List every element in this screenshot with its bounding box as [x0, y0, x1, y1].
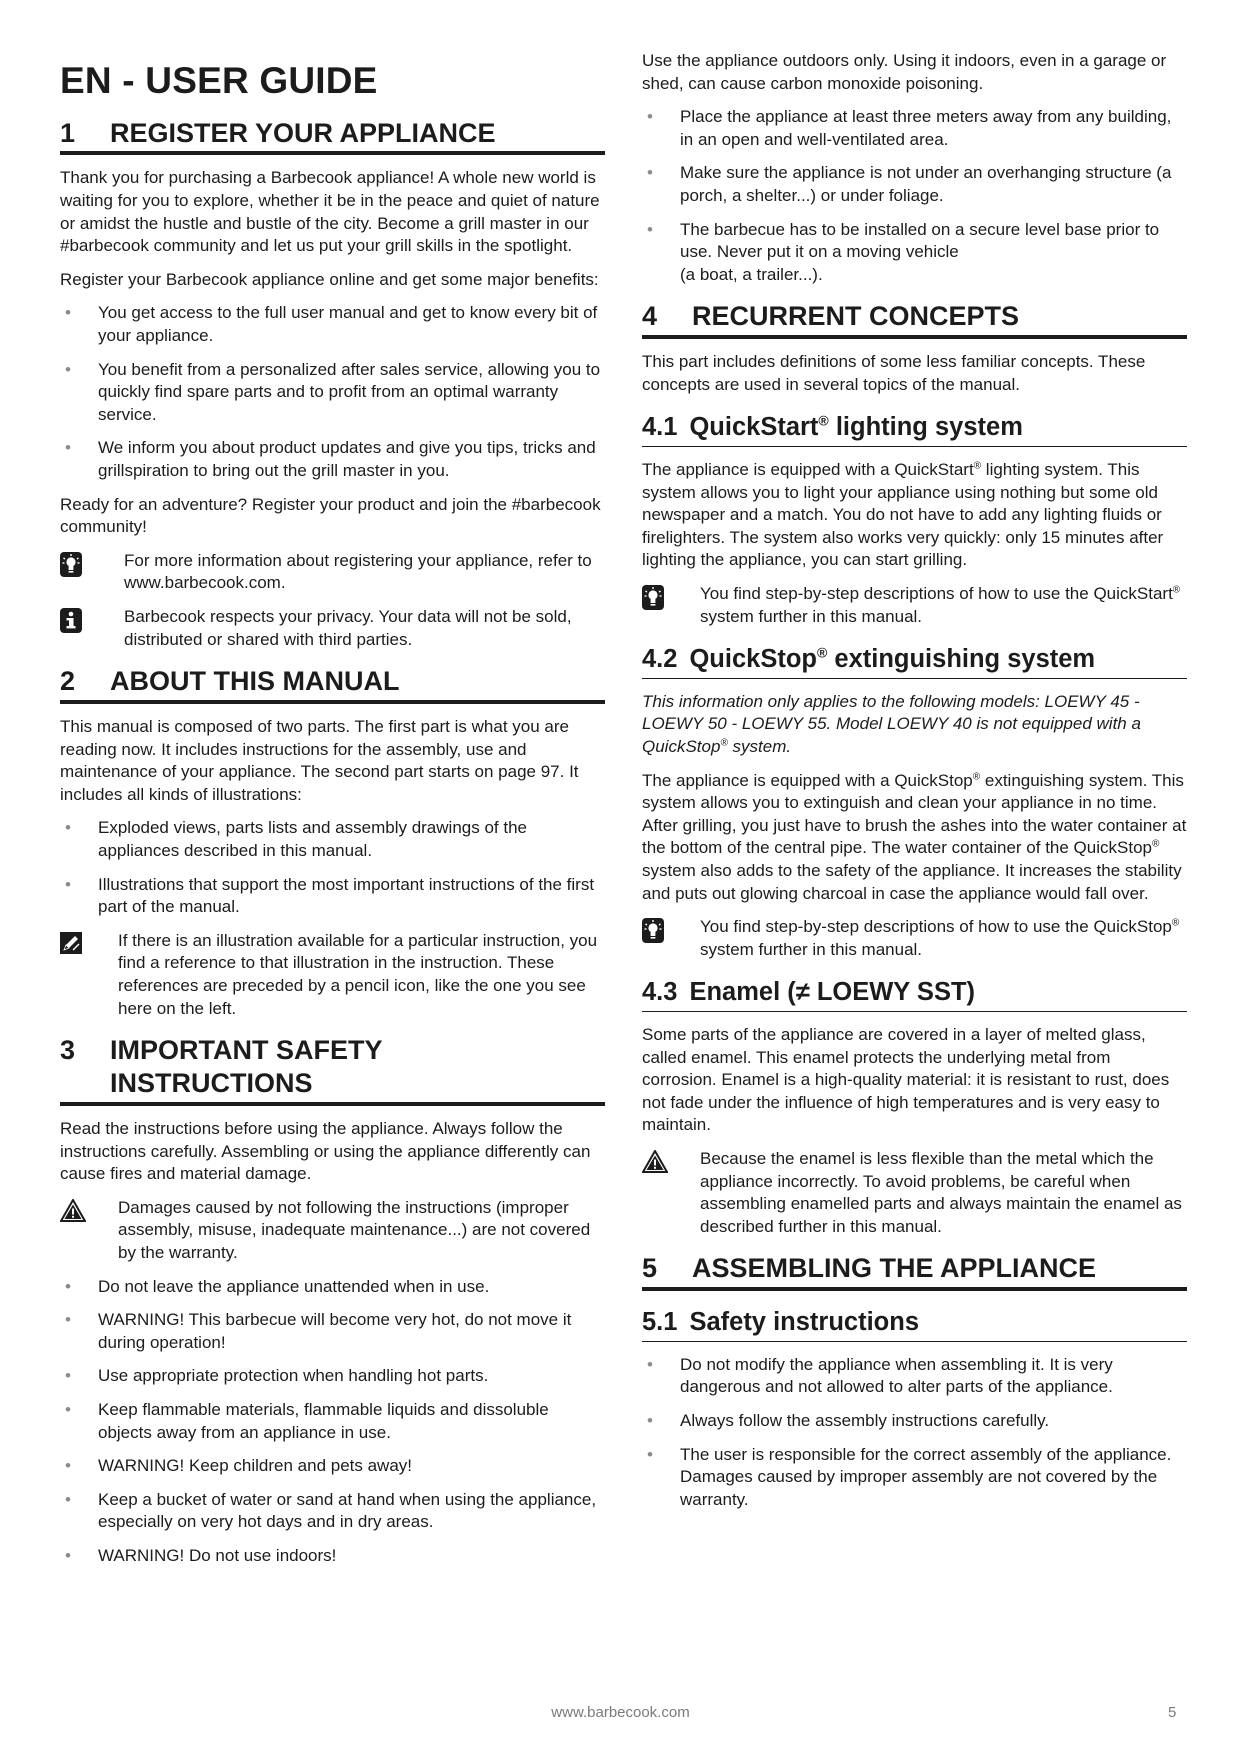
footer-website: www.barbecook.com: [551, 1704, 690, 1721]
warning-note: [60, 1197, 605, 1265]
page-number: 5: [1168, 1704, 1177, 1721]
paragraph: Ready for an adventure? Register your product and join the #barbecook community!: [60, 494, 601, 537]
section-3-heading: [60, 1034, 605, 1106]
subsection-4-2-heading: [642, 644, 1187, 679]
list-item: • The user is responsible for the correct assembly of the appliance. Damages caused by improper assembly are not covered by the warranty.: [647, 1444, 1172, 1509]
section-title: ABOUT THIS MANUAL: [110, 666, 400, 697]
paragraph: Use the appliance outdoors only. Using it indoors, even in a garage or shed, can cause carbon monoxide poisoning.: [642, 51, 1167, 93]
list-item: • You benefit from a personalized after sales service, allowing you to quickly find spare parts and to profit from an optimal warranty service.: [65, 359, 601, 424]
subsection-title: Enamel (≠ LOEWY SST): [689, 978, 976, 1007]
list-item: • The barbecue has to be installed on a secure level base prior to use. Never put it on a moving vehicle (a boat, a trailer...).: [647, 219, 1160, 284]
info-note: [60, 606, 605, 651]
section-number: 1: [60, 117, 76, 148]
list-item: • Make sure the appliance is not under an overhanging structure (a porch, a shelter...) or under foliage.: [647, 163, 1172, 205]
bullet-icon: •: [647, 163, 653, 183]
list-item: • We inform you about product updates and give you tips, tricks and grillspiration to bring out the grill master in you.: [65, 438, 596, 481]
subsection-number: 5.1: [642, 1308, 678, 1337]
section-number: 2: [60, 666, 76, 697]
section-5-heading: [642, 1252, 1187, 1291]
warning-icon: [60, 1197, 118, 1265]
list-item: • Do not modify the appliance when assembling it. It is very dangerous and not allowed to alter parts of the appliance.: [647, 1354, 1113, 1397]
bullet-icon: •: [65, 1489, 71, 1509]
paragraph: Some parts of the appliance are covered in a layer of melted glass, called enamel. This enamel protects the underlying metal from corrosion. Enamel is a high-quality material: it is resistant to rust, does not fade under the influence of high temperatures and is very easy to maintain.: [642, 1024, 1170, 1135]
list-item: • Keep flammable materials, flammable liquids and dissoluble objects away from an appliance in use.: [65, 1400, 549, 1442]
lightbulb-icon: [642, 583, 700, 628]
section-number: 3: [60, 1035, 76, 1066]
bullet-icon: •: [65, 1456, 71, 1476]
paragraph: The appliance is equipped with a QuickStop® extinguishing system. This system allows you to extinguish and clean your appliance in no time. After grilling, you just have to brush the ashes into the water container at the bottom of the central pipe. The water container of the QuickStop® system also adds to the safety of the appliance. It increases the stability and puts out glowing charcoal in case the appliance would fall over.: [642, 770, 1187, 903]
bullet-icon: •: [647, 1411, 653, 1430]
document-title: EN - USER GUIDE: [60, 60, 378, 101]
bullet-icon: •: [65, 359, 71, 379]
bullet-icon: •: [65, 1366, 71, 1386]
bullet-icon: •: [647, 107, 653, 127]
pencil-icon: [60, 930, 118, 1020]
list-item: • Use appropriate protection when handling hot parts.: [60, 1365, 605, 1388]
section-title: IMPORTANT SAFETY: [110, 1035, 383, 1066]
list-item: • Always follow the assembly instructions carefully.: [642, 1410, 1187, 1433]
list-item: • You get access to the full user manual and get to know every bit of your appliance.: [65, 303, 598, 346]
bullet-icon: •: [65, 303, 71, 323]
section-number: 4: [642, 301, 658, 332]
list-item: • Exploded views, parts lists and assembly drawings of the appliances described in this manual.: [65, 818, 527, 861]
subsection-title: QuickStart® lighting system: [689, 412, 1023, 442]
paragraph: Read the instructions before using the appliance. Always follow the instructions carefully. Assembling or using the appliance differently can cause fires and material damage.: [60, 1119, 591, 1184]
warning-note: [642, 1148, 1187, 1238]
benefits-list: [60, 302, 605, 482]
subsection-number: 4.3: [642, 978, 678, 1007]
note-text: Barbecook respects your privacy. Your data will not be sold, distributed or shared with third parties.: [124, 606, 572, 649]
bullet-icon: •: [647, 1444, 653, 1464]
illustrations-list: [60, 817, 605, 918]
subsection-number: 4.2: [642, 645, 678, 674]
safety-list: [60, 1276, 605, 1568]
bullet-icon: •: [65, 438, 71, 458]
note-text: You find step-by-step descriptions of how to use the QuickStop® system further in this manual.: [700, 917, 1180, 959]
paragraph: Thank you for purchasing a Barbecook appliance! A whole new world is waiting for you to explore, whether it be in the peace and quiet of nature or amidst the hustle and bustle of the city. Become a grill master in our #barbecook community and let us put your grill skills in the spotlight.: [60, 168, 600, 256]
bullet-icon: •: [65, 1546, 71, 1566]
tip-note: [60, 550, 605, 595]
safety-list-continued: [642, 106, 1187, 286]
section-title: INSTRUCTIONS: [110, 1068, 313, 1099]
bullet-icon: •: [65, 818, 71, 838]
right-column: [642, 50, 1187, 1522]
tip-note: [642, 916, 1187, 961]
info-icon: [60, 606, 124, 651]
bullet-icon: •: [65, 874, 71, 894]
note-text: For more information about registering your appliance, refer to www.barbecook.com.: [124, 550, 592, 593]
list-item: • WARNING! This barbecue will become very hot, do not move it during operation!: [65, 1310, 572, 1352]
bullet-icon: •: [65, 1400, 71, 1420]
bullet-icon: •: [647, 1354, 653, 1374]
lightbulb-icon: [642, 916, 700, 961]
subsection-title: Safety instructions: [689, 1308, 920, 1337]
note-text: Because the enamel is less flexible than the metal which the appliance incorrectly. To avoid problems, be careful when assembling enamelled parts and always maintain the enamel as described further in this manual.: [700, 1148, 1182, 1236]
list-item: • Place the appliance at least three meters away from any building, in an open and well-ventilated area.: [647, 107, 1172, 149]
paragraph: This information only applies to the following models: LOEWY 45 - LOEWY 50 - LOEWY 55. Model LOEWY 40 is not equipped with a QuickStop® system.: [642, 691, 1141, 756]
paragraph: Register your Barbecook appliance online and get some major benefits:: [60, 269, 599, 289]
paragraph: This part includes definitions of some less familiar concepts. These concepts are used in several topics of the manual.: [642, 352, 1146, 394]
bullet-icon: •: [65, 1310, 71, 1330]
list-item: • Do not leave the appliance unattended when in use.: [60, 1276, 605, 1299]
section-title: ASSEMBLING THE APPLIANCE: [692, 1253, 1097, 1284]
note-text: You find step-by-step descriptions of how to use the QuickStart® system further in this manual.: [700, 584, 1181, 626]
subsection-number: 4.1: [642, 413, 678, 442]
bullet-icon: •: [647, 219, 653, 239]
list-item: • Keep a bucket of water or sand at hand when using the appliance, especially on very hot days and in dry areas.: [65, 1489, 597, 1532]
subsection-4-1-heading: [642, 412, 1187, 447]
note-text: Damages caused by not following the instructions (improper assembly, misuse, inadequate maintenance...) are not covered by the warranty.: [118, 1197, 591, 1263]
section-2-heading: [60, 665, 605, 704]
list-item: • Illustrations that support the most important instructions of the first part of the manual.: [65, 874, 595, 917]
left-column: [60, 50, 605, 1579]
section-title: RECURRENT CONCEPTS: [692, 301, 1020, 332]
section-number: 5: [642, 1253, 658, 1284]
bullet-icon: •: [65, 1276, 71, 1296]
section-title: REGISTER YOUR APPLIANCE: [110, 117, 496, 148]
note-text: If there is an illustration available for a particular instruction, you find a reference to that illustration in the instruction. These references are preceded by a pencil icon, like the one you see here on the left.: [118, 930, 598, 1018]
lightbulb-icon: [60, 550, 124, 595]
pencil-note: [60, 930, 605, 1020]
paragraph: The appliance is equipped with a QuickStart® lighting system. This system allows you to light your appliance using nothing but some old newspaper and a match. You do not have to add any lighting fluids or firelighters. The system also works very quickly: only 15 minutes after lighting the appliance, you can start grilling.: [642, 460, 1164, 570]
section-4-heading: [642, 300, 1187, 339]
subsection-title: QuickStop® extinguishing system: [689, 644, 1096, 674]
list-item: • WARNING! Do not use indoors!: [60, 1545, 605, 1568]
warning-icon: [642, 1148, 700, 1238]
subsection-4-3-heading: [642, 977, 1187, 1012]
paragraph: This manual is composed of two parts. The first part is what you are reading now. It includes instructions for the assembly, use and maintenance of your appliance. The second part starts on page 97. It includes all kinds of illustrations:: [60, 717, 579, 804]
list-item: • WARNING! Keep children and pets away!: [60, 1455, 605, 1478]
assembly-safety-list: [642, 1354, 1187, 1512]
subsection-5-1-heading: [642, 1307, 1187, 1342]
tip-note: [642, 583, 1187, 628]
section-1-heading: [60, 117, 605, 156]
